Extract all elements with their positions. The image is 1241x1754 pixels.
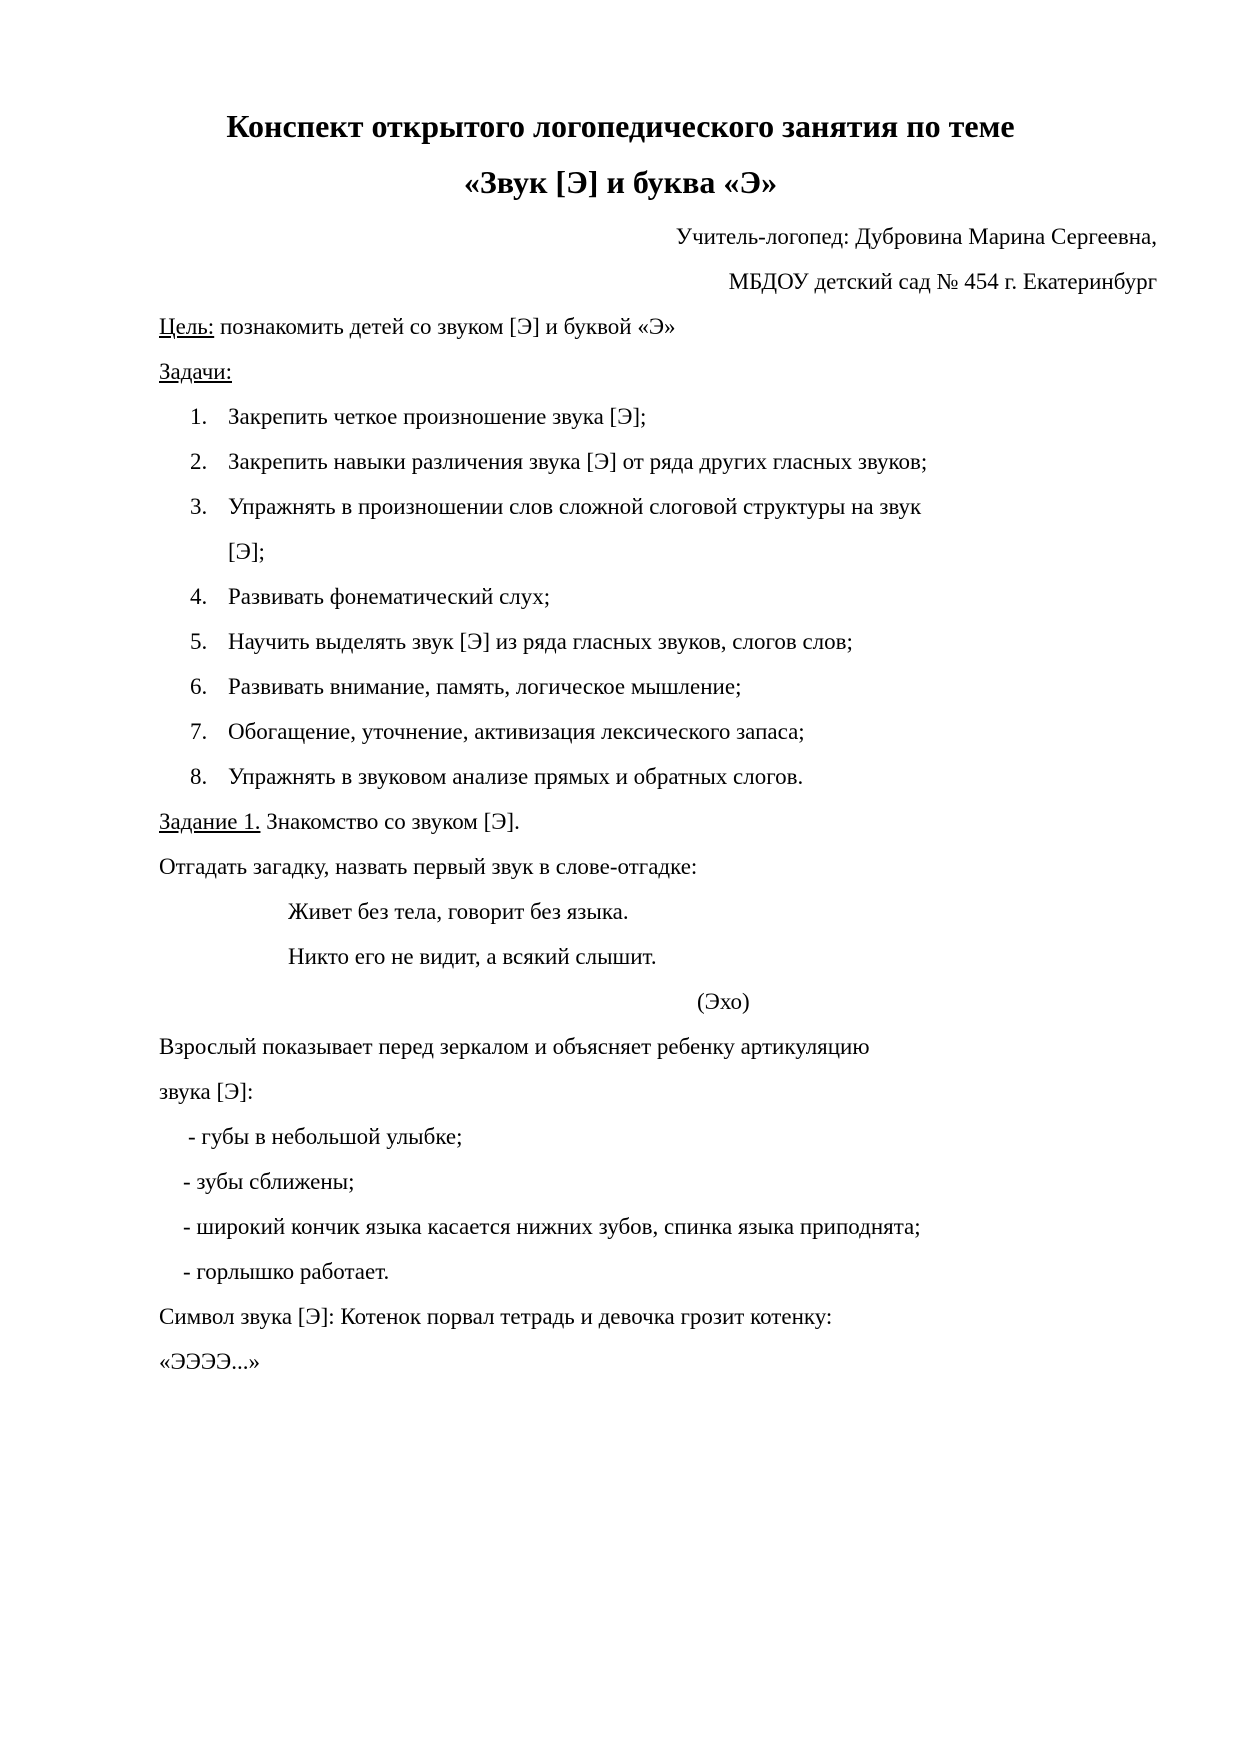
riddle-line: Никто его не видит, а всякий слышит. — [288, 944, 657, 969]
articulation-item: - зубы сближены; — [183, 1169, 355, 1194]
exercise1-heading — [159, 808, 520, 836]
task-item — [190, 763, 803, 791]
task-item — [190, 493, 921, 521]
task-number: 3. — [190, 494, 208, 519]
task-text: Закрепить четкое произношение звука [Э]; — [228, 404, 647, 429]
task-text: Упражнять в произношении слов сложной слоговой структуры на звук — [228, 494, 922, 519]
exercise1-instruction: Отгадать загадку, назвать первый звук в слове-отгадке: — [159, 854, 698, 879]
task-number: 7. — [190, 719, 208, 744]
articulation-intro-cont: звука [Э]: — [159, 1079, 254, 1104]
sound-symbol-text: Символ звука [Э]: Котенок порвал тетрадь и девочка грозит котенку: — [159, 1304, 833, 1329]
task-text: Закрепить навыки различения звука [Э] от ряда других гласных звуков; — [228, 449, 928, 474]
riddle-line: Живет без тела, говорит без языка. — [288, 899, 629, 924]
task-item — [190, 403, 646, 431]
sound-symbol-example: «ЭЭЭЭ...» — [159, 1349, 260, 1374]
exercise1-label: Задание 1. — [159, 809, 261, 834]
articulation-intro: Взрослый показывает перед зеркалом и объясняет ребенку артикуляцию — [159, 1034, 870, 1059]
task-text: Обогащение, уточнение, активизация лексического запаса; — [228, 719, 805, 744]
task-item — [190, 673, 741, 701]
articulation-item: - горлышко работает. — [183, 1259, 390, 1284]
tasks-label: Задачи: — [159, 359, 232, 384]
task-item-continuation: [Э]; — [228, 539, 265, 564]
task-number: 5. — [190, 629, 208, 654]
goal-label: Цель: — [159, 314, 215, 339]
task-number: 6. — [190, 674, 208, 699]
riddle-answer: (Эхо) — [697, 989, 750, 1014]
goal-line — [159, 313, 676, 341]
task-text: Научить выделять звук [Э] из ряда гласных звуков, слогов слов; — [228, 629, 853, 654]
task-number: 8. — [190, 764, 208, 789]
exercise1-title: Знакомство со звуком [Э]. — [260, 809, 520, 834]
task-number: 2. — [190, 449, 208, 474]
author-name: Учитель-логопед: Дубровина Марина Сергеевна, — [675, 224, 1157, 249]
goal-text: познакомить детей со звуком [Э] и буквой «Э» — [214, 314, 676, 339]
articulation-item: - широкий кончик языка касается нижних зубов, спинка языка приподнята; — [183, 1214, 921, 1239]
articulation-item: - губы в небольшой улыбке; — [188, 1124, 463, 1149]
document-title-line1: Конспект открытого логопедического занятия по теме — [226, 108, 1015, 144]
task-item — [190, 583, 550, 611]
task-item — [190, 718, 805, 746]
task-item — [190, 628, 853, 656]
task-item — [190, 448, 927, 476]
document-title-line2: «Звук [Э] и буква «Э» — [463, 164, 778, 200]
author-institution: МБДОУ детский сад № 454 г. Екатеринбург — [728, 269, 1157, 294]
task-text: Развивать фонематический слух; — [228, 584, 551, 609]
task-text: Упражнять в звуковом анализе прямых и обратных слогов. — [228, 764, 804, 789]
task-text: Развивать внимание, память, логическое мышление; — [228, 674, 742, 699]
task-number: 4. — [190, 584, 208, 609]
task-number: 1. — [190, 404, 208, 429]
